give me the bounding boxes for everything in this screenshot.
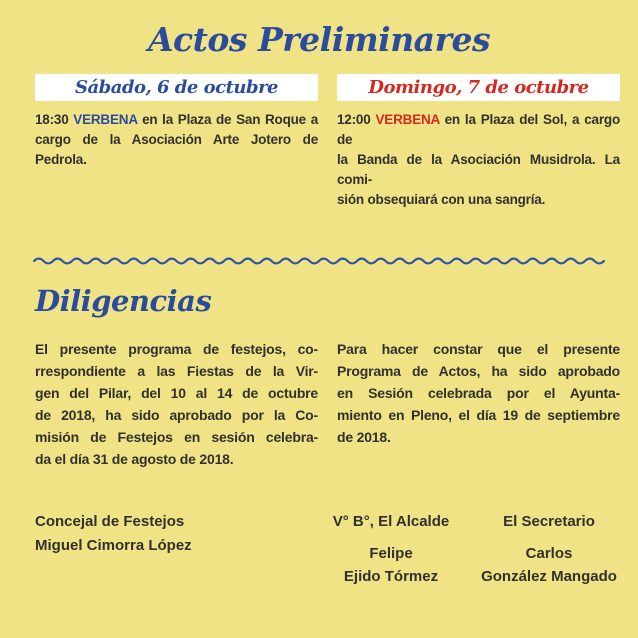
sunday-header-label: Domingo, 7 de octubre xyxy=(368,77,589,98)
sunday-event-line-3: sión obsequiará con una sangría. xyxy=(337,192,546,207)
signature-name-block xyxy=(468,542,630,588)
saturday-event-line-2: cargo de la Asociación Arte Jotero de Pedrola. xyxy=(35,132,318,167)
paragraph-line: Para hacer constar que el presente xyxy=(337,341,620,357)
diligencias-right-paragraph xyxy=(337,338,620,448)
signature-last-name: González Mangado xyxy=(481,568,617,585)
sunday-event-text: en la Plaza del Sol, a cargo de xyxy=(337,112,620,147)
page-title: Actos Preliminares xyxy=(147,20,491,59)
signature-first-name: Carlos xyxy=(525,545,573,562)
paragraph-line: de 2018. xyxy=(337,429,391,445)
sunday-events xyxy=(337,110,620,210)
wavy-divider xyxy=(33,255,605,267)
paragraph-line: rrespondiente a las Fiestas de la Vir- xyxy=(35,363,318,379)
section-title-diligencias: Diligencias xyxy=(35,284,212,318)
signature-alcalde xyxy=(310,510,472,588)
paragraph-line: de 2018, ha sido aprobado por la Co- xyxy=(35,407,318,423)
saturday-event-line-1 xyxy=(35,110,318,130)
signature-name-block xyxy=(310,542,472,588)
saturday-event-text: en la Plaza de San Roque a xyxy=(142,112,318,127)
saturday-event-time: 18:30 xyxy=(35,112,69,127)
signature-concejal xyxy=(35,510,318,558)
paragraph-line: da el día 31 de agosto de 2018. xyxy=(35,451,234,467)
sunday-event-keyword: VERBENA xyxy=(375,112,440,127)
paragraph-line: misión de Festejos en sesión celebra- xyxy=(35,429,318,445)
saturday-header-label: Sábado, 6 de octubre xyxy=(74,77,279,98)
saturday-events xyxy=(35,110,318,170)
sunday-event-time: 12:00 xyxy=(337,112,371,127)
paragraph-line: miento en Pleno, el día 19 de septiembre xyxy=(337,407,620,423)
sunday-event-line-2: la Banda de la Asociación Musidrola. La comi- xyxy=(337,152,620,187)
sunday-event-line-1 xyxy=(337,110,620,150)
wavy-divider-path xyxy=(34,259,604,264)
signature-role: Concejal de Festejos xyxy=(35,513,185,530)
signature-last-name: Ejido Tórmez xyxy=(343,568,439,585)
signature-secretario xyxy=(468,510,630,588)
signature-role: V° B°, El Alcalde xyxy=(332,513,450,530)
saturday-event-keyword: VERBENA xyxy=(73,112,138,127)
signature-first-name: Felipe xyxy=(369,545,413,562)
signature-role: El Secretario xyxy=(503,513,595,530)
paragraph-line: El presente programa de festejos, co- xyxy=(35,341,318,357)
paragraph-line: gen del Pilar, del 10 al 14 de octubre xyxy=(35,385,318,401)
paragraph-line: Programa de Actos, ha sido aprobado xyxy=(337,363,620,379)
paragraph-line: en Sesión celebrada por el Ayunta- xyxy=(337,385,620,401)
saturday-header-bar xyxy=(35,74,318,101)
diligencias-left-paragraph xyxy=(35,338,318,470)
sunday-header-bar xyxy=(337,74,620,101)
signature-name: Miguel Cimorra López xyxy=(35,537,192,554)
